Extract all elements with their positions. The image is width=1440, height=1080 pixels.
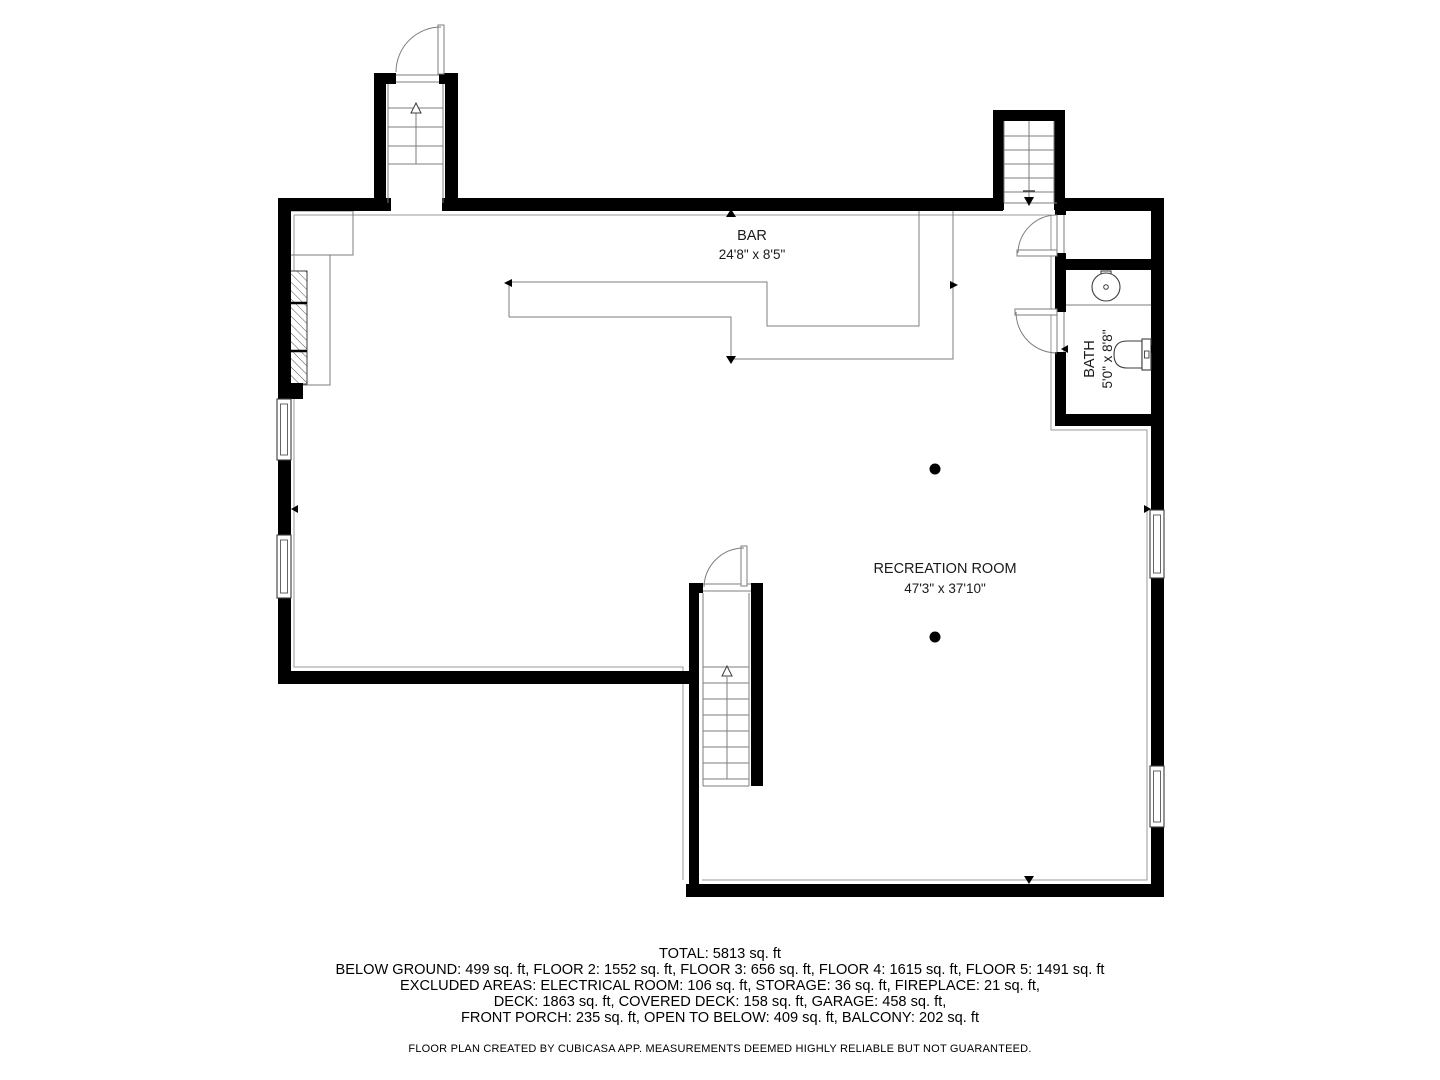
bath-divider-wall (1055, 259, 1151, 270)
door-bath (1015, 309, 1064, 353)
bar-room-dimensions: 24'8" x 8'5" (718, 247, 786, 262)
stair-tl-wall-east (445, 73, 458, 210)
summary-porch: FRONT PORCH: 235 sq. ft, OPEN TO BELOW: 409 sq. ft, BALCONY: 202 sq. ft (461, 1010, 979, 1027)
wall-bottom (686, 884, 1164, 897)
summary-decks: DECK: 1863 sq. ft, COVERED DECK: 158 sq. ft, GARAGE: 458 sq. ft, (493, 994, 947, 1011)
corner-niche (290, 211, 353, 255)
doors (396, 25, 1064, 591)
staircase-middle (703, 593, 749, 786)
stair-mid-wall-west (689, 583, 699, 897)
wall-right-upper (1151, 198, 1164, 510)
stair-tl-wall-west (374, 73, 386, 210)
door-closet (1017, 215, 1064, 256)
stair-down-arrow (1024, 197, 1034, 206)
support-post-1 (930, 464, 941, 475)
bath-room-label: BATH (1082, 340, 1098, 378)
walls (278, 73, 1164, 897)
recreation-room-dimensions: 47'3" x 37'10" (904, 581, 986, 596)
wall-top-right (1057, 198, 1164, 211)
window-right-2 (1150, 766, 1164, 827)
bath-room-dimensions: 5'0" x 8'8" (1100, 329, 1115, 389)
stair-tr-wall-top (993, 110, 1065, 121)
bar-dim-arrow-left (504, 279, 512, 287)
wall-left-mid (278, 460, 291, 535)
staircase-top-left (388, 84, 443, 203)
summary-floors: BELOW GROUND: 499 sq. ft, FLOOR 2: 1552 sq. ft, FLOOR 3: 656 sq. ft, FLOOR 4: 1615 sq. ft, FLOOR 5: 1491 sq. ft (335, 962, 1105, 979)
window-right-1 (1150, 510, 1164, 578)
area-summary (0, 946, 1440, 1026)
wall-right-lower (1151, 827, 1164, 897)
wall-right-mid (1151, 578, 1164, 766)
sink (1092, 271, 1120, 301)
door-top-left-entry (396, 25, 444, 82)
bar-dim-arrow-down (726, 356, 736, 364)
stair-tr-wall-east (1054, 110, 1065, 210)
stair-tr-wall-west (993, 110, 1004, 210)
toilet (1114, 339, 1151, 370)
summary-total: TOTAL: 5813 sq. ft (659, 946, 781, 962)
wall-top-center (442, 198, 1003, 211)
attribution-footer: FLOOR PLAN CREATED BY CUBICASA APP. MEASUREMENTS DEEMED HIGHLY RELIABLE BUT NOT GUARANTEED. (408, 1043, 1032, 1055)
window-left-1 (277, 399, 291, 460)
wall-bottom-left (278, 671, 699, 684)
bath-wall-stub (1055, 210, 1066, 215)
bar-counter (504, 209, 958, 364)
stair-mid-wall-east (751, 583, 763, 786)
staircase-top-right (1004, 121, 1057, 206)
support-post-2 (930, 632, 941, 643)
recreation-room-label: RECREATION ROOM (873, 561, 1017, 577)
stair-mid-wall-stub (689, 583, 703, 593)
fireplace-hatch (290, 271, 307, 384)
summary-excluded: EXCLUDED AREAS: ELECTRICAL ROOM: 106 sq. ft, STORAGE: 36 sq. ft, FIREPLACE: 21 sq. ft, (400, 978, 1040, 995)
bar-dim-arrow-right (950, 281, 958, 289)
door-middle-stair (703, 546, 751, 591)
bar-room-label: BAR (737, 228, 767, 244)
window-left-2 (277, 535, 291, 598)
wall-left-upper (278, 198, 291, 399)
